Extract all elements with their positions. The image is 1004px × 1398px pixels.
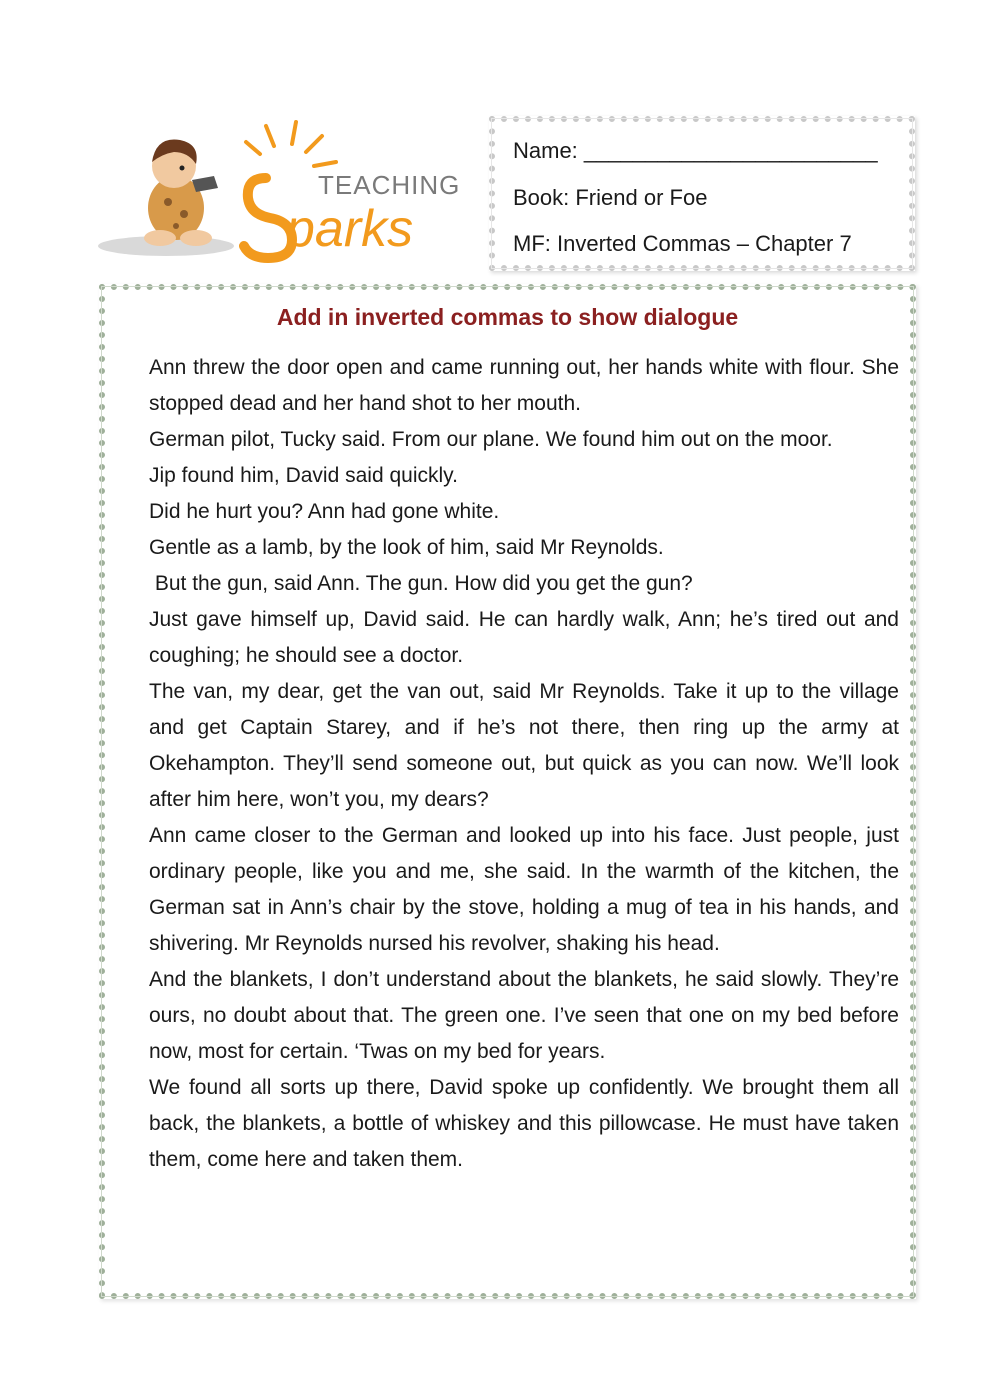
name-field-label[interactable]: Name: ________________________	[513, 138, 878, 163]
passage-paragraph: But the gun, said Ann. The gun. How did you get the gun?	[149, 572, 693, 595]
passage-paragraph: Ann threw the door open and came running out, her hands white with flour. She stopped dead and her hand shot to her mouth.	[149, 356, 899, 415]
teaching-sparks-logo	[96, 118, 476, 268]
worksheet-box	[99, 284, 916, 1299]
spark-burst-icon	[246, 122, 336, 166]
logo-text-bottom: parks	[286, 200, 414, 258]
passage-paragraph: The van, my dear, get the van out, said Mr Reynolds. Take it up to the village and get Captain Starey, and if he’s not there, then ring up the army at Okehampton. They’ll send someone out, but quick as you can now. We’ll look after him here, won’t you, my dears?	[149, 680, 899, 811]
dialogue-passage	[149, 350, 899, 1178]
mf-label: MF: Inverted Commas – Chapter 7	[513, 231, 852, 256]
passage-paragraph: Ann came closer to the German and looked up into his face. Just people, just ordinary people, like you and me, she said. In the warmth of the kitchen, the German sat in Ann’s chair by the stove, holding a mug of tea in his hands, and shivering. Mr Reynolds nursed his revolver, shaking his head.	[149, 824, 899, 955]
passage-paragraph: Gentle as a lamb, by the look of him, said Mr Reynolds.	[149, 536, 664, 559]
logo-text-top: TEACHING	[318, 170, 461, 200]
worksheet-title: Add in inverted commas to show dialogue	[276, 304, 739, 330]
passage-paragraph: German pilot, Tucky said. From our plane. We found him out on the moor.	[149, 428, 833, 451]
caveman-character-icon	[144, 139, 218, 246]
book-label: Book: Friend or Foe	[513, 185, 708, 210]
passage-paragraph: We found all sorts up there, David spoke up confidently. We brought them all back, the blankets, a bottle of whiskey and this pillowcase. He must have taken them, come here and taken them.	[149, 1076, 899, 1171]
passage-paragraph: Just gave himself up, David said. He can hardly walk, Ann; he’s tired out and coughing; he should see a doctor.	[149, 608, 899, 667]
passage-paragraph: Did he hurt you? Ann had gone white.	[149, 500, 500, 523]
passage-paragraph: Jip found him, David said quickly.	[149, 464, 458, 487]
logo-graphic	[96, 118, 476, 268]
student-info-box	[489, 116, 915, 271]
passage-paragraph: And the blankets, I don’t understand about the blankets, he said slowly. They’re ours, no doubt about that. The green one. I’ve seen that one on my bed before now, most for certain. ‘Twas on my bed for years.	[149, 968, 899, 1063]
